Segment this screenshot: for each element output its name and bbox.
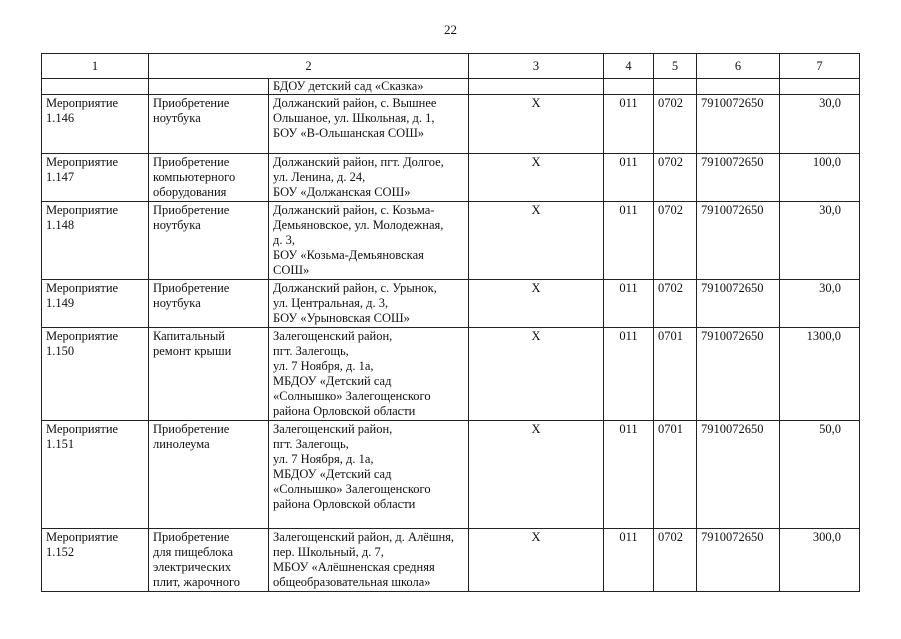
table-row	[42, 421, 860, 529]
col4-cell: 011	[604, 280, 654, 328]
event-cell: Мероприятие 1.151	[42, 421, 149, 529]
col4-cell: 011	[604, 529, 654, 592]
purpose-cell: Приобретение линолеума	[149, 421, 269, 529]
event-cell: Мероприятие 1.148	[42, 202, 149, 280]
address-cell: Должанский район, пгт. Долгое, ул. Ленина, д. 24, БОУ «Должанская СОШ»	[269, 154, 469, 202]
col6-cell: 7910072650	[697, 202, 780, 280]
col6-cell: 7910072650	[697, 421, 780, 529]
header-cell: 5	[654, 54, 697, 79]
col4-cell: 011	[604, 95, 654, 154]
event-cell: Мероприятие 1.150	[42, 328, 149, 421]
table-row	[42, 154, 860, 202]
col4-cell: 011	[604, 202, 654, 280]
header-cell: 2	[149, 54, 469, 79]
col7-cell: 100,0	[780, 154, 860, 202]
address-cell: Должанский район, с. Вышнее Ольшаное, ул. Школьная, д. 1, БОУ «В-Ольшанская СОШ»	[269, 95, 469, 154]
col7-cell: 300,0	[780, 529, 860, 592]
col3-cell: Х	[469, 202, 604, 280]
col3-cell: Х	[469, 328, 604, 421]
purpose-cell: Приобретение для пищеблока электрических плит, жарочного	[149, 529, 269, 592]
col5-cell: 0702	[654, 280, 697, 328]
table-row	[42, 328, 860, 421]
col6-cell: 7910072650	[697, 154, 780, 202]
col5-cell: 0701	[654, 328, 697, 421]
col4-cell: 011	[604, 154, 654, 202]
col6-cell: 7910072650	[697, 95, 780, 154]
col3-cell: Х	[469, 529, 604, 592]
col7-cell: 30,0	[780, 202, 860, 280]
budget-table	[41, 53, 860, 592]
col5-cell: 0702	[654, 202, 697, 280]
header-cell: 3	[469, 54, 604, 79]
header-cell: 1	[42, 54, 149, 79]
header-cell: 4	[604, 54, 654, 79]
purpose-cell: Приобретение ноутбука	[149, 280, 269, 328]
col6-cell: 7910072650	[697, 280, 780, 328]
event-cell: Мероприятие 1.152	[42, 529, 149, 592]
table-row	[42, 95, 860, 154]
event-cell: Мероприятие 1.147	[42, 154, 149, 202]
col7-cell: 30,0	[780, 280, 860, 328]
purpose-cell: Приобретение компьютерного оборудования	[149, 154, 269, 202]
address-cell: Должанский район, с. Козьма- Демьяновское, ул. Молодежная, д. 3, БОУ «Козьма-Демьяновская СОШ»	[269, 202, 469, 280]
purpose-cell: Приобретение ноутбука	[149, 202, 269, 280]
col5-cell: 0701	[654, 421, 697, 529]
col3-cell: Х	[469, 280, 604, 328]
table-row	[42, 529, 860, 592]
purpose-cell: Приобретение ноутбука	[149, 95, 269, 154]
table-row	[42, 280, 860, 328]
col7-cell: 50,0	[780, 421, 860, 529]
col3-cell: Х	[469, 154, 604, 202]
page-number: 22	[444, 22, 457, 37]
col5-cell: 0702	[654, 95, 697, 154]
purpose-cell: Капитальный ремонт крыши	[149, 328, 269, 421]
event-cell: Мероприятие 1.149	[42, 280, 149, 328]
col6-cell: 7910072650	[697, 529, 780, 592]
col5-cell: 0702	[654, 529, 697, 592]
col7-cell: 1300,0	[780, 328, 860, 421]
col4-cell: 011	[604, 328, 654, 421]
table-row	[42, 202, 860, 280]
col3-cell: Х	[469, 95, 604, 154]
col6-cell: 7910072650	[697, 328, 780, 421]
header-row	[42, 54, 860, 79]
header-cell: 6	[697, 54, 780, 79]
col3-cell: Х	[469, 421, 604, 529]
address-cell: Залегощенский район, д. Алёшня, пер. Школьный, д. 7, МБОУ «Алёшненская средняя общеобразовательная школа»	[269, 529, 469, 592]
col5-cell: 0702	[654, 154, 697, 202]
address-cell: Залегощенский район, пгт. Залегощь, ул. 7 Ноября, д. 1а, МБДОУ «Детский сад «Солнышко» Залегощенского района Орловской области	[269, 421, 469, 529]
continuation-address: БДОУ детский сад «Сказка»	[269, 79, 469, 95]
event-cell: Мероприятие 1.146	[42, 95, 149, 154]
col4-cell: 011	[604, 421, 654, 529]
address-cell: Залегощенский район, пгт. Залегощь, ул. 7 Ноября, д. 1а, МБДОУ «Детский сад «Солнышко» Залегощенского района Орловской области	[269, 328, 469, 421]
address-cell: Должанский район, с. Урынок, ул. Центральная, д. 3, БОУ «Урыновская СОШ»	[269, 280, 469, 328]
col7-cell: 30,0	[780, 95, 860, 154]
header-cell: 7	[780, 54, 860, 79]
continuation-row	[42, 79, 860, 95]
